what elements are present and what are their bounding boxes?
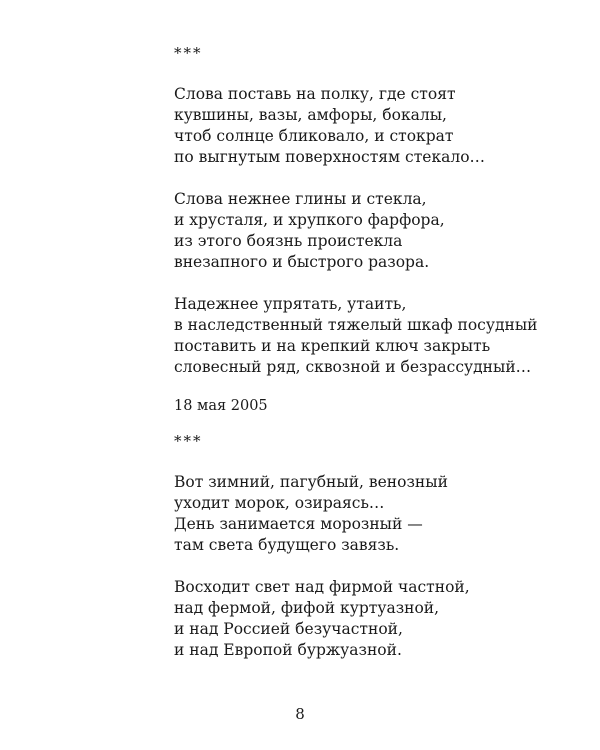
verse-line: уходит морок, озираясь… bbox=[174, 494, 385, 512]
verse-line: Восходит свет над фирмой частной, bbox=[174, 578, 470, 596]
verse-line: кувшины, вазы, амфоры, бокалы, bbox=[174, 106, 447, 124]
verse-line: по выгнутым поверхностям стекало… bbox=[174, 148, 486, 166]
verse-line: словесный ряд, сквозной и безрассудный… bbox=[174, 358, 532, 376]
poem-separator: *** bbox=[174, 44, 203, 62]
stanza-2 bbox=[174, 577, 574, 661]
poem-2 bbox=[174, 432, 574, 682]
verse-line: внезапного и быстрого разора. bbox=[174, 253, 430, 271]
verse-line: Слова поставь на полку, где стоят bbox=[174, 85, 456, 103]
verse-line: из этого боязнь проистекла bbox=[174, 232, 403, 250]
stanza-1 bbox=[174, 472, 574, 556]
verse-line: и над Европой буржуазной. bbox=[174, 641, 402, 659]
stanza-3 bbox=[174, 294, 574, 378]
stanza-1 bbox=[174, 84, 574, 168]
verse-line: в наследственный тяжелый шкаф посудный bbox=[174, 316, 538, 334]
verse-line: там света будущего завязь. bbox=[174, 536, 400, 554]
stanza-2 bbox=[174, 189, 574, 273]
verse-line: чтоб солнце бликовало, и стократ bbox=[174, 127, 454, 145]
poem-date: 18 мая 2005 bbox=[174, 398, 268, 414]
verse-line: над фермой, фифой куртуазной, bbox=[174, 599, 440, 617]
verse-line: День занимается морозный — bbox=[174, 515, 423, 533]
verse-line: Вот зимний, пагубный, венозный bbox=[174, 473, 448, 491]
verse-line: Надежнее упрятать, утаить, bbox=[174, 295, 407, 313]
poem-separator: *** bbox=[174, 432, 203, 450]
verse-line: Слова нежнее глины и стекла, bbox=[174, 190, 427, 208]
verse-line: поставить и на крепкий ключ закрыть bbox=[174, 337, 491, 355]
page-number: 8 bbox=[295, 705, 305, 723]
verse-line: и хрусталя, и хрупкого фарфора, bbox=[174, 211, 445, 229]
poem-1 bbox=[174, 44, 574, 416]
verse-line: и над Россией безучастной, bbox=[174, 620, 403, 638]
